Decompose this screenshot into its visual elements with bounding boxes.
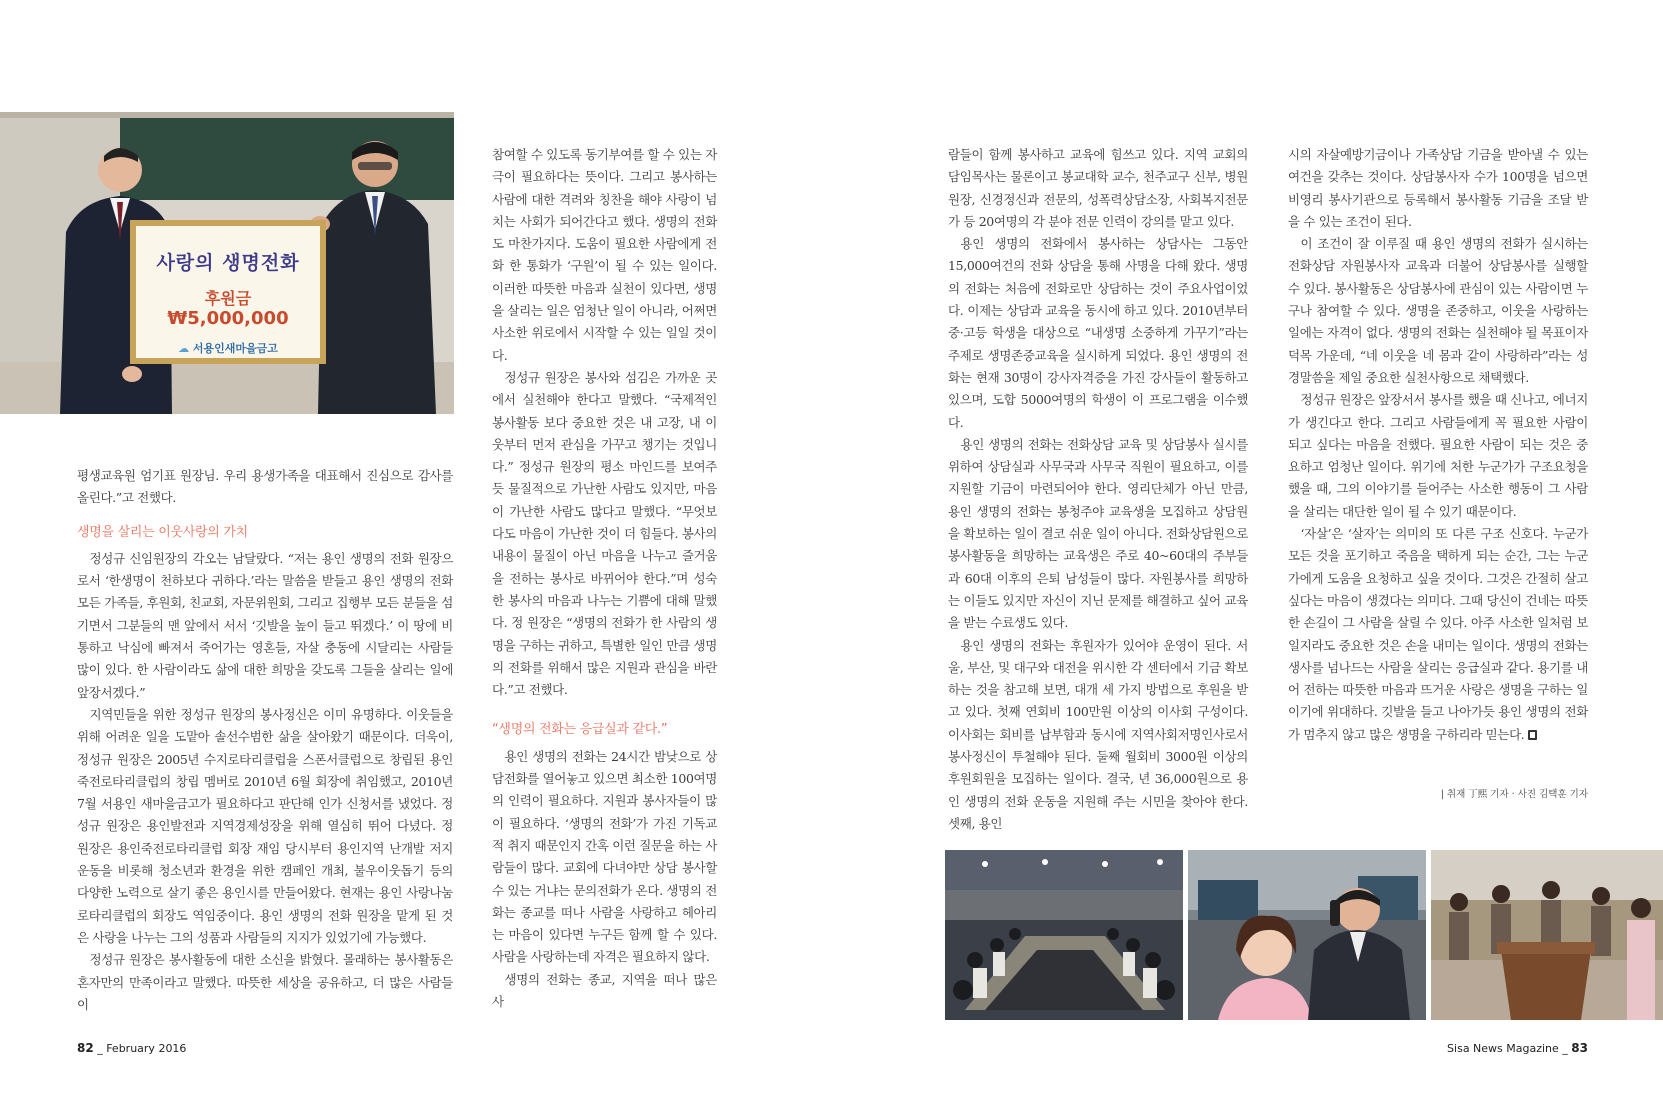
page-number-left: 82 [77, 1041, 94, 1055]
section-heading: “생명의 전화는 응급실과 같다.” [492, 722, 668, 738]
paragraph: 용인 생명의 전화는 전화상담 교육 및 상담봉사 실시를 위하여 상담실과 사무국과 사무국 직원이 필요하고, 이를 지원할 기금이 마련되어야 한다. 영리단체가 아닌 만큼, 용인 생명의 전화는 봉청주야 교육생을 모집하고 상담원을 확보하는 일이 결코 쉬운 일이 아니다. 전화상담원으로 봉사활동을 희망하는 교육생은 주로 40~60대의 주부들과 60대 이후의 은퇴 남성들이 많다. 자원봉사를 희망하는 이들도 있지만 자신이 지닌 문제를 해결하고 싶어 교육을 받는 수료생도 있다. [948, 436, 1248, 631]
podium-speech-illustration [1431, 850, 1663, 1020]
podium-photo [1431, 850, 1663, 1020]
paragraph: 용인 생명의 전화는 후원자가 있어야 운영이 된다. 서울, 부산, 및 대구와 대전을 위시한 각 센터에서 기금 확보하는 것을 참고해 보면, 대개 세 가지 방법으로 후원을 받고 있다. 첫째 연회비 100만원 이상의 이사회 구성이다. 이사회는 회비를 납부함과 동시에 지역사회저명인사로서 봉사정신이 투철해야 된다. 둘째 월회비 3000원 이상의 후원회원을 모집하는 일이다. 결국, 년 36,000원으로 용인 생명의 전화 운동을 지원해 주는 시민을 찾아야 한다. 셋째, 용인 [948, 637, 1248, 831]
sign-amount: ₩5,000,000 [167, 308, 289, 329]
paragraph: 정성규 원장은 봉사활동에 대한 소신을 밝혔다. 몰래하는 봉사활동은 혼자만의 만족이라고 말했다. 따뜻한 세상을 공유하고, 더 많은 사람들이 [77, 952, 453, 1012]
paragraph: 정성규 원장은 봉사와 섬김은 가까운 곳에서 실천해야 한다고 말했다. “국제적인 봉사활동 보다 중요한 것은 내 고장, 내 이웃부터 먼저 관심을 가꾸고 챙기는 것입니다.” 정성규 원장의 평소 마인드를 보여주듯 물질적으로 가난한 사람도 있지만, 마음이 가난한 사람도 많다고 말했다. “무엇보다도 마음이 가난한 것이 더 힘들다. 봉사의 내용이 물질이 아닌 마음을 나누고 즐거움을 전하는 봉사로 바뀌어야 한다.”며 성숙한 봉사의 마음과 나누는 기쁨에 대해 말했다. 정 원장은 “생명의 전화가 한 사람의 생명을 구하는 귀하고, 특별한 일인 만큼 생명의 전화를 위해서 많은 지원과 관심을 바란다.”고 전했다. [492, 369, 717, 698]
text-column-3 [948, 144, 1248, 835]
paragraph: 정성규 신임원장의 각오는 남달랐다. “저는 용인 생명의 전화 원장으로서 ‘한생명이 천하보다 귀하다.’라는 말씀을 받들고 용인 생명의 전화 모든 가족들, 후원회, 친교회, 자문위원회, 그리고 집행부 모든 분들을 섬기면서 그분들의 맨 앞에서 서서 ‘깃발을 높이 들고 뛰겠다.’ 이 땅에 비통하고 낙심에 빠져서 죽어가는 영혼들, 자살 충동에 시달리는 사람들 많이 있다. 한 사람이라도 삶에 대한 희망을 갖도록 그들을 살리는 일에 앞장서겠다.” [77, 550, 453, 700]
end-mark-icon [1528, 730, 1537, 740]
call-center-photo [1188, 850, 1426, 1020]
paragraph: 지역민들을 위한 정성규 원장의 봉사정신은 이미 유명하다. 이웃들을 위해 어려운 일을 도맡아 솔선수범한 삶을 살아왔기 때문이다. 더욱이, 정성규 원장은 2005년 수지로타리클럽을 스폰서클럽으로 창립된 용인 죽전로타리클럽의 창립 멤버로 2010년 6월 회장에 취임했고, 2010년 7월 서용인 새마을금고가 필요하다고 판단해 인가 신청서를 냈었다. 정성규 원장은 용인발전과 지역경제성장을 위해 열심히 뛰어 다녔다. 정 원장은 용인죽전로타리클럽 회장 재임 당시부터 용인지역 난개발 저지운동을 비롯해 청소년과 환경을 위한 캠페인 개최, 불우이웃돕기 등의 다양한 노력으로 살기 좋은 용인시를 만들어왔다. 현재는 용인 사랑나눔 로타리클럽의 회장도 역임중이다. 용인 생명의 전화 원장을 맡게 된 것은 사랑을 나누는 그의 성품과 사람들의 지지가 있었기에 가능했다. [77, 706, 453, 945]
folio-left-text: _ February 2016 [97, 1042, 187, 1055]
main-photo [0, 112, 454, 414]
paragraph: 이 조건이 잘 이루질 때 용인 생명의 전화가 실시하는 전화상담 자원봉사자 교육과 더불어 상담봉사를 실행할 수 있다. 봉사활동은 상담봉사에 관심이 있는 사람이면 누구나 참여할 수 있다. 생명을 존중하고, 이웃을 사랑하는 일에는 자격이 없다. 생명의 전화는 실천해야 될 목표이자 덕목 가운데, “네 이웃을 네 몸과 같이 사랑하라”라는 성경말씀을 제일 중요한 실천사항으로 채택했다. [1288, 236, 1588, 385]
text-column-2 [492, 144, 717, 1013]
sign-title: 사랑의 생명전화 [156, 252, 300, 274]
text-column-4 [1288, 144, 1588, 746]
call-center-illustration [1188, 850, 1426, 1020]
paragraph: 시의 자살예방기금이나 가족상담 기금을 받아낼 수 있는 여건을 갖추는 것이다. 상담봉사자 수가 100명을 넘으면 비영리 봉사기관으로 등록해서 봉사활동 기금을 조달 받을 수 있는 조건이 된다. [1288, 147, 1588, 229]
photo-credit: | 취재 丁熙 기자 · 사진 김택훈 기자 [1440, 789, 1588, 800]
paragraph: 람들이 함께 봉사하고 교육에 힘쓰고 있다. 지역 교회의 담임목사는 물론이고 봉교대학 교수, 천주교구 신부, 병원 원장, 신경정신과 전문의, 성폭력상담소장, 사회복지전문가 등 20여명의 각 분야 전문 인력이 강의를 맡고 있다. [948, 147, 1248, 229]
paragraph: 정성규 원장은 앞장서서 봉사를 했을 때 신나고, 에너지가 생긴다고 한다. 그리고 사람들에게 꼭 필요한 사람이 되고 싶다는 마음을 전했다. 필요한 사람이 되는 것은 중요하고 엄청난 일이다. 위기에 처한 누군가가 구조요청을 했을 때, 그의 이야기를 들어주는 사소한 행동이 그 사람을 살리는 대단한 일이 될 수 있기 때문이다. [1288, 392, 1588, 519]
meeting-room-illustration [945, 850, 1183, 1020]
page-number-right: 83 [1571, 1041, 1588, 1055]
paragraph [1288, 523, 1588, 746]
section-heading: 생명을 살리는 이웃사랑의 가치 [77, 524, 248, 540]
folio-right [1447, 1041, 1588, 1055]
sign-label: 후원금 [204, 289, 252, 308]
paragraph-text: ‘자살’은 ‘살자’는 의미의 또 다른 구조 신호다. 누군가 모든 것을 포기하고 죽음을 택하게 되는 순간, 그는 누군가에게 도움을 요청하고 싶을 것이다. 그것은 간절히 살고 싶다는 마음이 생겼다는 의미다. 그때 당신이 건네는 따뜻한 손길이 그 사람을 살릴 수 있다. 아주 사소한 일처럼 보일지라도 중요한 것은 손을 내미는 일이다. 생명의 전화는 생사를 넘나드는 사람을 살리는 응급실과 같다. 용기를 내어 전하는 따뜻한 마음과 뜨거운 사랑은 생명을 구하는 일이기에 위대하다. 깃발을 들고 나아가듯 용인 생명의 전화가 멈추지 않고 많은 생명을 구하리라 믿는다. [1288, 526, 1588, 742]
folio-left [77, 1041, 186, 1055]
sign-org-text: 서용인새마을금고 [192, 342, 278, 355]
paragraph: 참여할 수 있도록 동기부여를 할 수 있는 자극이 필요하다는 뜻이다. 그리고 봉사하는 사람에 대한 격려와 칭찬을 해야 사랑이 넘치는 사회가 되어간다고 했다. 생명의 전화도 마찬가지다. 도움이 필요한 사람에게 전화 한 통화가 ‘구원’이 될 수 있는 일이다. 이러한 따뜻한 마음과 실천이 있다면, 생명을 살리는 일은 엄청난 일이 아니라, 어쩌면 사소한 위로에서 시작할 수 있는 일일 것이다. [492, 147, 717, 363]
paragraph: 생명의 전화는 종교, 지역을 떠나 많은 사 [492, 971, 717, 1009]
paragraph: 평생교육원 엄기표 원장님. 우리 용생가족을 대표해서 진심으로 감사를 올린다.”고 전했다. [77, 468, 453, 506]
text-column-1 [77, 465, 453, 1016]
paragraph: 용인 생명의 전화는 24시간 밤낮으로 상담전화를 열어놓고 있으면 최소한 100여명의 인력이 필요하다. 지원과 봉사자들이 많이 필요하다. ‘생명의 전화’가 가진 기독교적 취지 때문인지 간혹 이런 질문을 하는 사람들이 많다. 교회에 다녀야만 상담 봉사할 수 있는 거냐는 문의전화가 온다. 생명의 전화는 종교를 떠나 사람을 사랑하고 헤아리는 마음이 있다면 누구든 함께 할 수 있다. 사람을 사랑하는데 자격은 필요하지 않다. [492, 748, 717, 965]
folio-right-text: Sisa News Magazine _ [1447, 1042, 1568, 1055]
cloud-logo-icon: ☁ [178, 342, 190, 355]
meeting-photo [945, 850, 1183, 1020]
paragraph: 용인 생명의 전화에서 봉사하는 상담사는 그동안 15,000여건의 전화 상담을 통해 사명을 다해 왔다. 생명의 전화는 처음에 전화로만 상담하는 것이 주요사업이었다. 이제는 상담과 교육을 동시에 하고 있다. 2010년부터 중·고등 학생을 대상으로 “내생명 소중하게 가꾸기”라는 주제로 생명존중교육을 실시하게 되었다. 용인 생명의 전화는 현재 30명이 강사자격증을 가진 강사들이 활동하고 있으며, 도합 5000여명의 학생이 이 프로그램을 이수했다. [948, 236, 1248, 430]
sign-org [136, 340, 320, 356]
